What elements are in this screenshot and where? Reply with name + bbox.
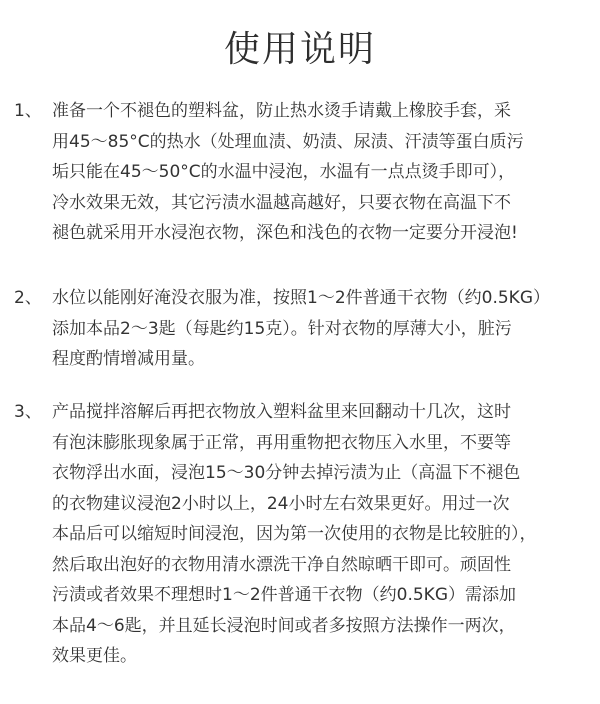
instruction-line: [14, 188, 594, 219]
item-text-line: 水位以能刚好淹没衣服为准，按照1～2件普通干衣物（约0.5KG）: [52, 288, 550, 308]
item-text-line: 冷水效果无效，其它污渍水温越高越好，只要衣物在高温下不: [52, 192, 511, 213]
instruction-line: [14, 127, 594, 158]
instruction-line: [14, 641, 594, 672]
instruction-line: [14, 428, 594, 459]
item-text-line: 本品后可以缩短时间浸泡，因为第一次使用的衣物是比较脏的），: [52, 524, 537, 544]
instruction-line: [14, 218, 594, 249]
instruction-line: [14, 489, 594, 520]
item-text-line: 用45～85°C的热水（处理血渍、奶渍、尿渍、汗渍等蛋白质污: [52, 131, 524, 152]
item-text-line: 程度酌情增减用量。: [52, 349, 205, 369]
instruction-line: [14, 283, 594, 314]
item-number: 1、: [14, 101, 42, 121]
instruction-line: [14, 96, 594, 127]
instruction-line: [14, 458, 594, 489]
instruction-line: [14, 344, 594, 375]
page-title: 使用说明: [223, 29, 376, 70]
item-text-line: 有泡沫膨胀现象属于正常，再用重物把衣物压入水里，不要等: [52, 432, 511, 453]
instruction-line: [14, 580, 594, 611]
item-text-line: 然后取出泡好的衣物用清水漂洗干净自然晾晒干即可。顽固性: [52, 554, 511, 575]
instruction-line: [14, 550, 594, 581]
item-text-line: 产品搅拌溶解后再把衣物放入塑料盆里来回翻动十几次，这时: [52, 402, 511, 422]
instruction-line: [14, 519, 594, 550]
item-text-line: 衣物浮出水面，浸泡15～30分钟去掉污渍为止（高温下不褪色: [52, 463, 521, 483]
instruction-line: [14, 314, 594, 345]
instruction-line: [14, 611, 594, 642]
instruction-item-2: [14, 283, 594, 375]
item-text-line: 褪色就采用开水浸泡衣物，深色和浅色的衣物一定要分开浸泡!: [52, 223, 518, 243]
item-text-line: 的衣物建议浸泡2小时以上，24小时左右效果更好。用过一次: [52, 493, 510, 514]
item-text-line: 污渍或者效果不理想时1～2件普通干衣物（约0.5KG）需添加: [52, 585, 516, 605]
item-text-line: 本品4～6匙，并且延长浸泡时间或者多按照方法操作一两次，: [52, 615, 516, 636]
instruction-line: [14, 397, 594, 428]
item-text-line: 效果更佳。: [52, 646, 137, 666]
item-text-line: 添加本品2～3匙（每匙约15克）。针对衣物的厚薄大小，脏污: [52, 318, 512, 339]
instruction-item-3: [14, 397, 594, 672]
item-text-line: 准备一个不褪色的塑料盆，防止热水烫手请戴上橡胶手套，采: [52, 101, 511, 121]
item-number: 2、: [14, 288, 42, 308]
item-text-line: 垢只能在45～50°C的水温中浸泡，水温有一点点烫手即可），: [52, 162, 516, 182]
instruction-line: [14, 157, 594, 188]
instruction-item-1: [14, 96, 594, 249]
item-number: 3、: [14, 402, 42, 422]
